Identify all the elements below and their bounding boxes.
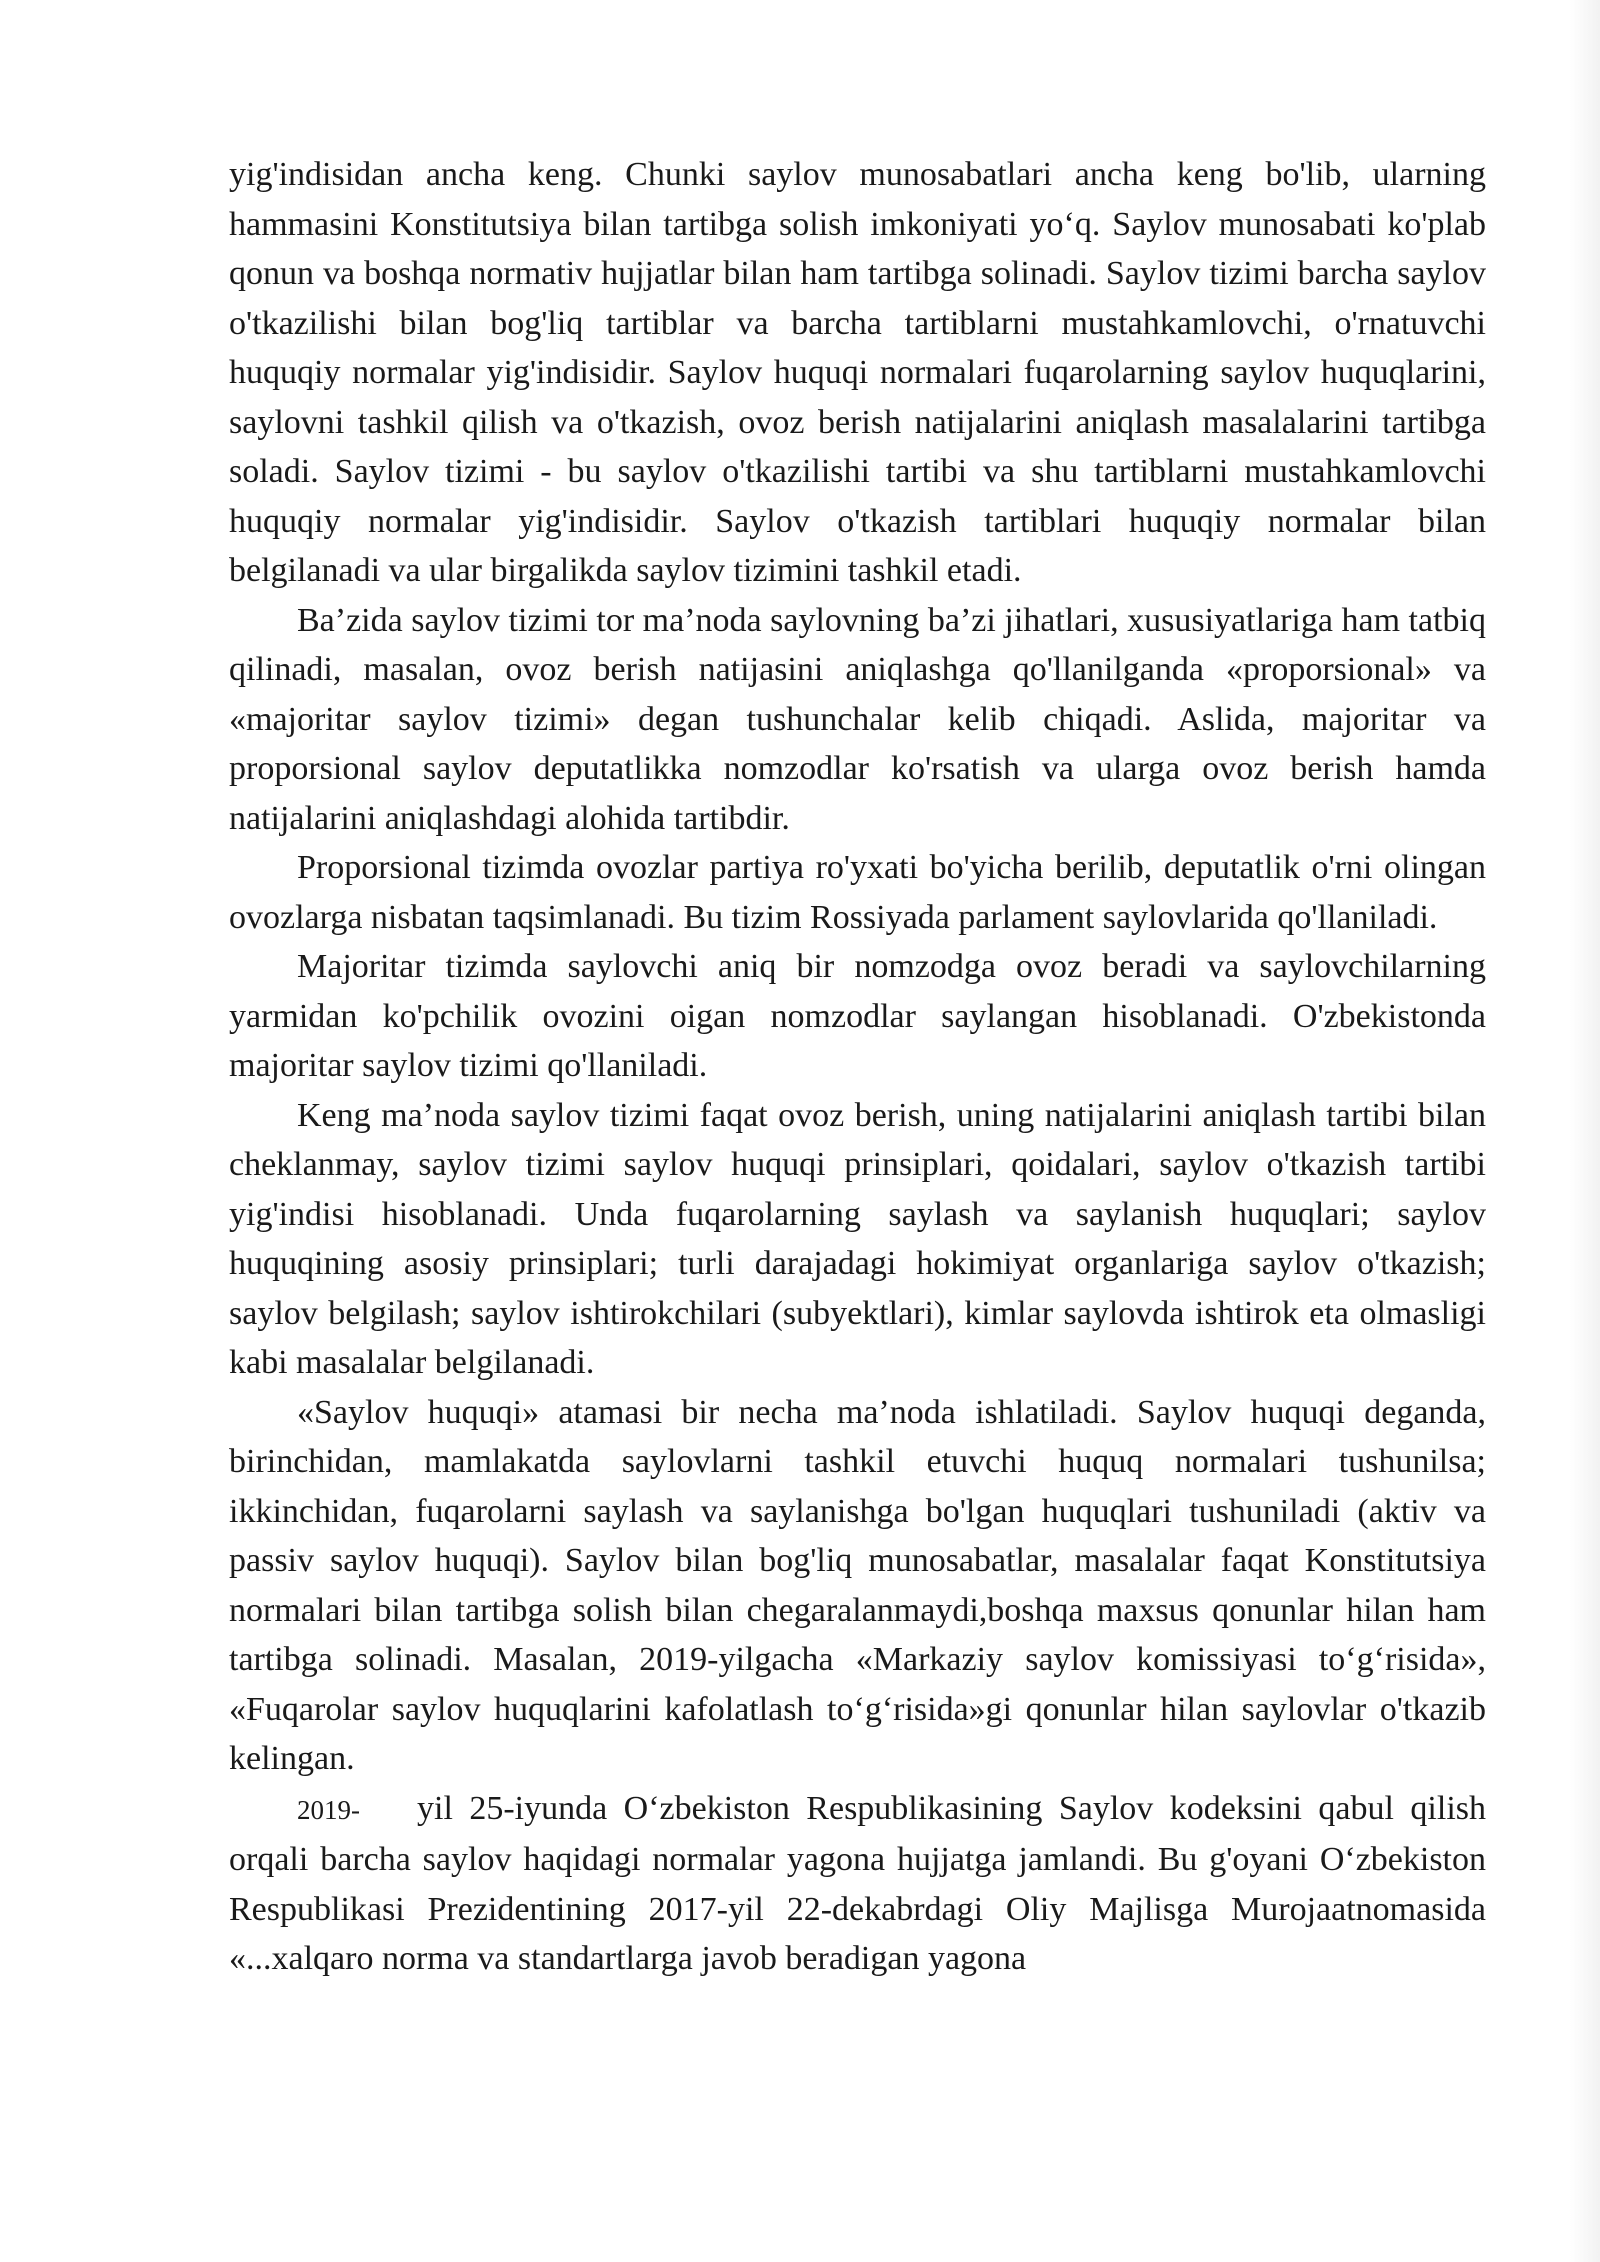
paragraph-7-text: yil 25-iyunda O‘zbekiston Respublikasining Saylov kodeksini qabul qilish orqali barcha saylov haqidagi normalar yagona hujjatga jamlandi. Bu g'oyani O‘zbekiston Respublikasi Prezidentining 2017-yil 22-dekabrdagi Oliy Majlisga Murojaatnomasida «...xalqaro norma va standartlarga javob beradigan yagona (229, 1789, 1486, 1977)
paragraph-2: Ba’zida saylov tizimi tor ma’noda saylovning ba’zi jihatlari, xususiyatlariga ham tatbiq qilinadi, masalan, ovoz berish natijasini aniqlashga qo'llanilganda «proporsional» va «majoritar saylov tizimi» degan tushunchalar kelib chiqadi. Aslida, majoritar va proporsional saylov deputatlikka nomzodlar ko'rsatish va ularga ovoz berish hamda natijalarini aniqlashdagi alohida tartibdir. (229, 601, 1486, 837)
paragraph-7 (229, 1784, 1486, 1984)
body-text (229, 150, 1486, 1984)
paragraph-4: Majoritar tizimda saylovchi aniq bir nomzodga ovoz beradi va saylovchilarning yarmidan ko'pchilik ovozini oigan nomzodlar saylangan hisoblanadi. O'zbekistonda majoritar saylov tizimi qo'llaniladi. (229, 948, 1486, 1084)
page-edge-shadow (1570, 0, 1600, 2262)
paragraph-6: «Saylov huquqi» atamasi bir necha ma’noda ishlatiladi. Saylov huquqi deganda, birinchidan, mamlakatda saylovlarni tashkil etuvchi huquq normalari tushunilsa; ikkinchidan, fuqarolarni saylash va saylanishga bo'lgan huquqlari tushuniladi (aktiv va passiv saylov huquqi). Saylov bilan bog'liq munosabatlar, masalalar faqat Konstitutsiya normalari bilan tartibga solish bilan chegaralanmaydi,boshqa maxsus qonunlar hilan ham tartibga solinadi. Masalan, 2019-yilgacha «Markaziy saylov komissiyasi to‘g‘risida», «Fuqarolar saylov huquqlarini kafolatlash to‘g‘risida»gi qonunlar hilan saylovlar o'tkazib kelingan. (229, 1393, 1486, 1777)
paragraph-3: Proporsional tizimda ovozlar partiya ro'yxati bo'yicha berilib, deputatlik o'rni olingan ovozlarga nisbatan taqsimlanadi. Bu tizim Rossiyada parlament saylovlarida qo'llaniladi. (229, 849, 1486, 936)
paragraph-5: Keng ma’noda saylov tizimi faqat ovoz berish, uning natijalarini aniqlash tartibi bilan cheklanmay, saylov tizimi saylov huquqi prinsiplari, qoidalari, saylov o'tkazish tartibi yig'indisi hisoblanadi. Unda fuqarolarning saylash va saylanish huquqlari; saylov huquqining asosiy prinsiplari; turli darajadagi hokimiyat organlariga saylov o'tkazish; saylov belgilash; saylov ishtirokchilari (subyektlari), kimlar saylovda ishtirok eta olmasligi kabi masalalar belgilanadi. (229, 1096, 1486, 1381)
year-prefix: 2019- (297, 1794, 360, 1825)
paragraph-1: yig'indisidan ancha keng. Chunki saylov munosabatlari ancha keng bo'lib, ularning hammasini Konstitutsiya bilan tartibga solish imkoniyati yo‘q. Saylov munosabati ko'plab qonun va boshqa normativ hujjatlar bilan ham tartibga solinadi. Saylov tizimi barcha saylov o'tkazilishi bilan bog'liq tartiblar va barcha tartiblarni mustahkamlovchi, o'rnatuvchi huquqiy normalar yig'indisidir. Saylov huquqi normalari fuqarolarning saylov huquqlarini, saylovni tashkil qilish va o'tkazish, ovoz berish natijalarini aniqlash masalalarini tartibga soladi. Saylov tizimi - bu saylov o'tkazilishi tartibi va shu tartiblarni mustahkamlovchi huquqiy normalar yig'indisidir. Saylov o'tkazish tartiblari huquqiy normalar bilan belgilanadi va ular birgalikda saylov tizimini tashkil etadi. (229, 156, 1486, 589)
